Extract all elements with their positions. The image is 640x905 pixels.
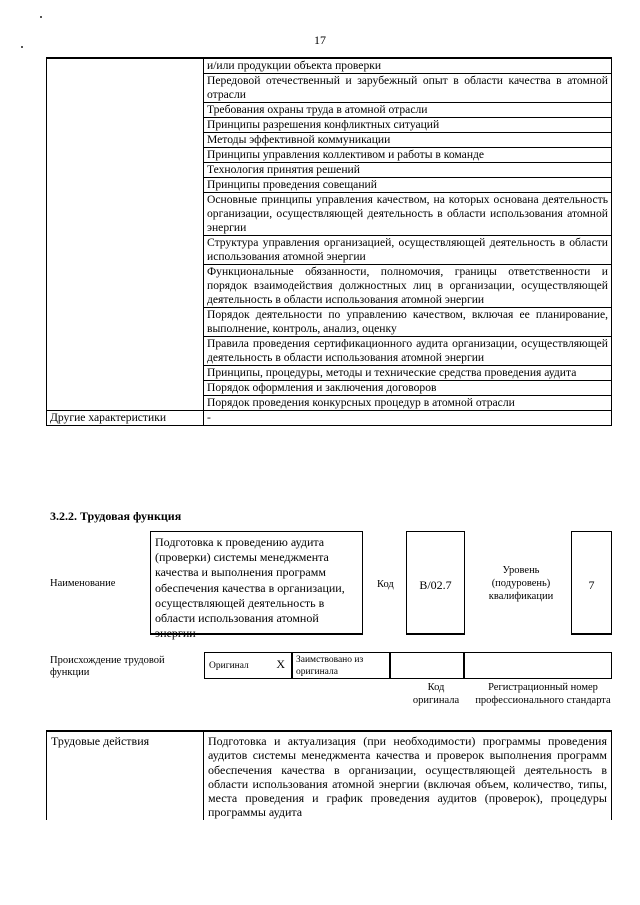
actions-label: Трудовые действия	[47, 731, 204, 820]
scan-speck	[40, 16, 42, 18]
knowledge-item: Функциональные обязанности, полномочия, границы ответственности и порядок взаимодействия должностных лиц в организации, осуществляющей деятельность в области использования атомной энергии	[204, 265, 612, 308]
actions-table	[46, 730, 612, 820]
knowledge-item: Передовой отечественный и зарубежный опыт в области качества в атомной отрасли	[204, 74, 612, 103]
reg-number-cell	[464, 652, 612, 679]
knowledge-item: Правила проведения сертификационного аудита организации, осуществляющей деятельность в области использования атомной энергии	[204, 337, 612, 366]
knowledge-item: Основные принципы управления качеством, на которых основана деятельность организации, осуществляющей деятельность в области использования атомной энергии	[204, 193, 612, 236]
knowledge-item: Технология принятия решений	[204, 163, 612, 178]
competence-table	[46, 57, 612, 426]
knowledge-item: Требования охраны труда в атомной отрасли	[204, 103, 612, 118]
knowledge-item: Принципы управления коллективом и работы в команде	[204, 148, 612, 163]
code-original-label: Код оригинала	[412, 682, 460, 706]
knowledge-item: Порядок оформления и заключения договоров	[204, 381, 612, 396]
code-label: Код	[377, 579, 394, 590]
original-label: Оригинал	[209, 661, 249, 671]
knowledge-item: Принципы, процедуры, методы и технические средства проведения аудита	[204, 366, 612, 381]
other-characteristics-value: -	[204, 411, 612, 426]
required-knowledge-label-cell	[47, 58, 204, 411]
origin-label: Происхождение трудовой функции	[50, 655, 165, 678]
qualification-level-box: 7	[571, 531, 612, 635]
function-name-box: Подготовка к проведению аудита (проверки) системы менеджмента качества и выполнения программ обеспечения качества в организации, осуществляющей деятельность в области использования атомной энергии	[150, 531, 363, 635]
borrowed-cell: Заимствовано из оригинала	[292, 652, 390, 679]
actions-text: Подготовка и актуализация (при необходимости) программы проведения аудитов системы менеджмента качества и проверок выполнения программ обеспечения качества в организации, осуществляющей деятельность в области использования атомной энергии (включая объем, количество, типы, места проведения и график проведения аудитов (проверок), процедуры программы аудита	[204, 731, 612, 820]
knowledge-item: Методы эффективной коммуникации	[204, 133, 612, 148]
page-number: 17	[314, 33, 326, 47]
knowledge-item: Принципы проведения совещаний	[204, 178, 612, 193]
original-mark: X	[276, 657, 285, 671]
other-characteristics-label: Другие характеристики	[47, 411, 204, 426]
knowledge-item: Структура управления организацией, осуществляющей деятельность в области использования атомной энергии	[204, 236, 612, 265]
original-cell	[204, 652, 292, 679]
knowledge-item: Принципы разрешения конфликтных ситуаций	[204, 118, 612, 133]
knowledge-item: Порядок деятельности по управлению качеством, включая ее планирование, выполнение, контроль, анализ, оценку	[204, 308, 612, 337]
name-label: Наименование	[50, 578, 116, 589]
code-box: B/02.7	[406, 531, 465, 635]
knowledge-item: и/или продукции объекта проверки	[204, 58, 612, 74]
reg-number-label: Регистрационный номер профессионального стандарта	[475, 682, 611, 706]
section-title: 3.2.2. Трудовая функция	[50, 509, 182, 523]
knowledge-item: Порядок проведения конкурсных процедур в атомной отрасли	[204, 396, 612, 411]
qualification-level-label: Уровень (подуровень) квалификации	[488, 565, 554, 602]
code-original-cell	[390, 652, 464, 679]
